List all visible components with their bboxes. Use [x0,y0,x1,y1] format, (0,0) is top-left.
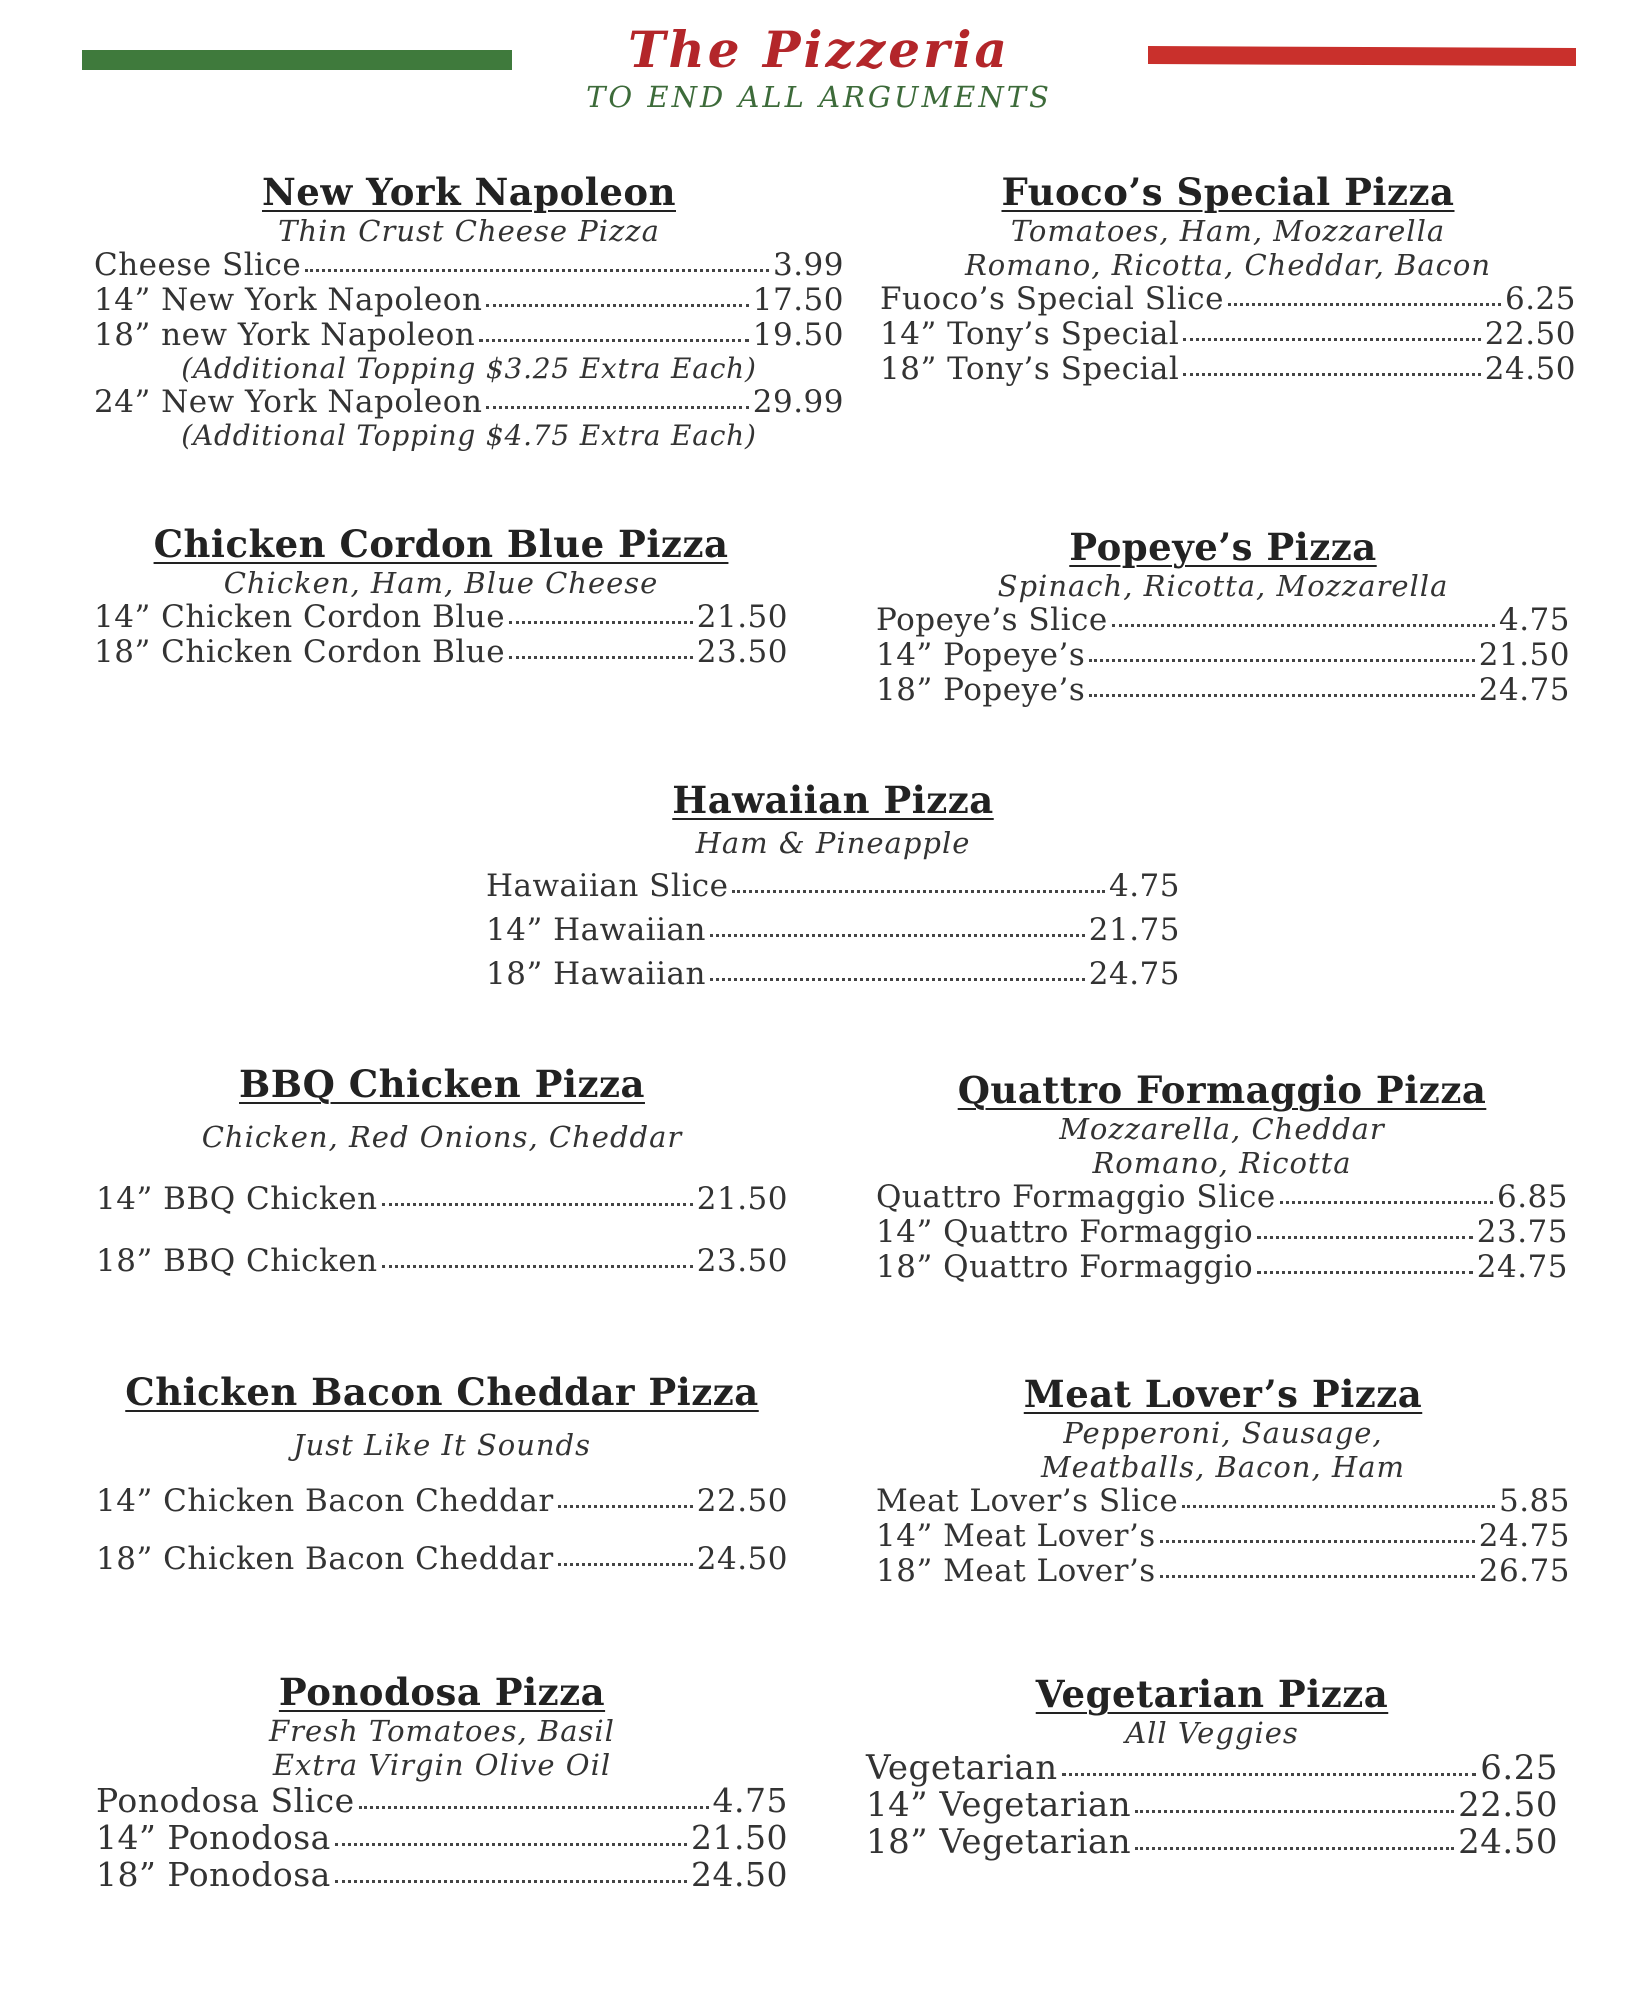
section-title: Vegetarian Pizza [1035,1672,1389,1716]
item-price: 21.50 [696,1181,788,1217]
menu-item [866,1787,1558,1824]
leader-dots [1182,1505,1495,1508]
leader-dots [710,978,1085,981]
leader-dots [335,1880,687,1883]
section-description: Extra Virgin Olive Oil [272,1748,612,1782]
leader-dots [479,339,749,342]
section-title: Hawaiian Pizza [672,778,994,822]
leader-dots [382,1203,693,1206]
item-price: 21.50 [1478,637,1570,673]
section-description: Just Like It Sounds [293,1428,591,1462]
item-price: 21.50 [696,599,788,635]
item-price: 26.75 [1478,1553,1570,1589]
leader-dots [1135,1810,1454,1813]
leader-dots [1280,1201,1493,1204]
section-description: Mozzarella, Cheddar [1059,1112,1385,1146]
menu-item [94,318,844,353]
menu-item [876,1484,1570,1519]
item-name: 18” Ponodosa [96,1855,331,1894]
item-price: 24.50 [691,1855,788,1894]
leader-dots [1089,694,1475,697]
item-price: 22.50 [1484,316,1576,352]
section-description: All Veggies [1125,1716,1299,1750]
item-name: 18” Chicken Bacon Cheddar [96,1541,554,1577]
item-price: 23.50 [696,634,788,670]
item-price: 3.99 [772,247,844,283]
section-chicken-bacon-cheddar [96,1370,788,1588]
leader-dots [335,1843,687,1846]
menu-item [96,1856,788,1893]
item-price: 21.75 [1088,912,1180,948]
item-price: 24.75 [1088,956,1180,992]
section-title: BBQ Chicken Pizza [239,1062,645,1106]
section-new-york-napoleon [94,170,844,452]
item-price: 17.50 [752,282,844,318]
leader-dots [1135,1847,1454,1850]
leader-dots [1257,1236,1473,1239]
item-name: 24” New York Napoleon [94,384,483,420]
item-name: 14” Tony’s Special [880,316,1180,352]
menu-item [96,1472,788,1530]
menu-item [876,673,1570,708]
menu-item [94,248,844,283]
item-name: Quattro Formaggio Slice [876,1179,1276,1215]
leader-dots [1183,373,1480,376]
leader-dots [1228,303,1501,306]
menu-item [94,635,788,670]
item-name: 14” Vegetarian [866,1785,1132,1825]
leader-dots [305,269,769,272]
item-name: 18” new York Napoleon [94,317,476,353]
menu-item [486,864,1180,908]
leader-dots [710,934,1085,937]
section-bbq-chicken [96,1062,788,1292]
item-name: 14” Hawaiian [486,912,706,948]
section-description: Chicken, Red Onions, Cheddar [201,1120,683,1154]
leader-dots [558,1563,693,1566]
section-title: New York Napoleon [261,170,676,214]
item-price: 23.50 [696,1243,788,1279]
item-name: 18” Hawaiian [486,956,706,992]
item-name: Meat Lover’s Slice [876,1483,1179,1519]
leader-dots [732,890,1105,893]
item-name: Vegetarian [866,1748,1058,1788]
menu-item [880,317,1576,352]
section-meat-lovers [876,1372,1570,1589]
menu-item [96,1230,788,1292]
menu-item [866,1750,1558,1787]
menu-item [880,282,1576,317]
leader-dots [1089,659,1475,662]
item-price: 24.75 [1478,672,1570,708]
leader-dots [486,304,748,307]
item-name: 18” Tony’s Special [880,351,1180,387]
menu-item [876,1180,1568,1215]
item-name: 18” Popeye’s [876,672,1086,708]
section-title: Popeye’s Pizza [1069,525,1377,569]
section-description: Meatballs, Bacon, Ham [1040,1450,1405,1484]
item-name: 14” BBQ Chicken [96,1181,378,1217]
menu-item [876,1519,1570,1554]
menu-item [96,1530,788,1588]
section-vegetarian [866,1672,1558,1861]
leader-dots [509,621,693,624]
item-name: Hawaiian Slice [486,868,729,904]
section-title: Meat Lover’s Pizza [1023,1372,1423,1416]
item-price: 21.50 [691,1818,788,1857]
item-name: 14” Chicken Bacon Cheddar [96,1483,554,1519]
item-name: 18” Vegetarian [866,1822,1132,1862]
item-name: 18” Quattro Formaggio [876,1249,1254,1285]
item-price: 6.85 [1496,1179,1568,1215]
menu-item [486,908,1180,952]
item-name: 18” BBQ Chicken [96,1243,378,1279]
menu-title: The Pizzeria [628,20,1010,79]
menu-item [94,385,844,420]
item-price: 24.50 [1458,1822,1558,1862]
menu-item [876,1554,1570,1589]
section-description: Spinach, Ricotta, Mozzarella [997,569,1449,603]
item-price: 24.75 [1476,1249,1568,1285]
section-title: Quattro Formaggio Pizza [957,1068,1487,1112]
section-description: Tomatoes, Ham, Mozzarella [1010,214,1446,248]
menu-item [876,603,1570,638]
item-price: 6.25 [1504,281,1576,317]
menu-item [876,1250,1568,1285]
menu-item [96,1168,788,1230]
section-description: Romano, Ricotta [1092,1146,1352,1180]
item-price: 4.75 [1108,868,1180,904]
menu-item [94,283,844,318]
section-chicken-cordon-blue [94,522,788,670]
leader-dots [1160,1575,1475,1578]
leader-dots [1112,624,1495,627]
section-hawaiian [486,778,1180,996]
item-price: 24.50 [1484,351,1576,387]
item-price: 6.25 [1480,1748,1558,1788]
leader-dots [509,656,693,659]
item-name: 14” Popeye’s [876,637,1086,673]
item-price: 24.75 [1478,1518,1570,1554]
item-name: Popeye’s Slice [876,602,1108,638]
menu-item [96,1782,788,1819]
item-name: 14” Chicken Cordon Blue [94,599,506,635]
item-name: 14” New York Napoleon [94,282,483,318]
item-name: 18” Meat Lover’s [876,1553,1156,1589]
section-title: Chicken Bacon Cheddar Pizza [125,1370,759,1414]
leader-dots [558,1505,693,1508]
section-fuocos-special [880,170,1576,387]
item-price: 23.75 [1476,1214,1568,1250]
item-price: 4.75 [712,1781,788,1820]
item-price: 4.75 [1498,602,1570,638]
section-description: Thin Crust Cheese Pizza [278,214,660,248]
section-title: Fuoco’s Special Pizza [1001,170,1455,214]
section-description: Fresh Tomatoes, Basil [269,1714,615,1748]
leader-dots [486,406,748,409]
leader-dots [359,1806,709,1809]
section-description: Pepperoni, Sausage, [1063,1416,1383,1450]
item-price: 22.50 [1458,1785,1558,1825]
menu-subtitle: TO END ALL ARGUMENTS [586,80,1052,114]
menu-header [0,0,1638,130]
section-description: Romano, Ricotta, Cheddar, Bacon [964,248,1492,282]
leader-dots [1062,1773,1477,1776]
menu-item [876,1215,1568,1250]
item-price: 19.50 [752,317,844,353]
item-price: 22.50 [696,1483,788,1519]
section-title: Ponodosa Pizza [278,1670,606,1714]
menu-item [96,1819,788,1856]
leader-dots [1183,338,1480,341]
item-name: 14” Meat Lover’s [876,1518,1156,1554]
leader-dots [1257,1271,1473,1274]
item-price: 29.99 [752,384,844,420]
item-name: Ponodosa Slice [96,1781,355,1820]
leader-dots [382,1265,693,1268]
menu-item [880,352,1576,387]
item-name: 14” Ponodosa [96,1818,331,1857]
section-title: Chicken Cordon Blue Pizza [153,522,729,566]
menu-item [486,952,1180,996]
menu-item [866,1824,1558,1861]
section-ponodosa [96,1670,788,1893]
menu-item [94,600,788,635]
menu-item [876,638,1570,673]
section-description: Chicken, Ham, Blue Cheese [223,566,659,600]
item-name: Cheese Slice [94,247,302,283]
item-price: 5.85 [1498,1483,1570,1519]
section-quattro-formaggio [876,1068,1568,1285]
topping-note: (Additional Topping $4.75 Extra Each) [181,419,757,452]
item-name: Fuoco’s Special Slice [880,281,1225,317]
section-description: Ham & Pineapple [695,826,971,860]
item-name: 14” Quattro Formaggio [876,1214,1254,1250]
item-name: 18” Chicken Cordon Blue [94,634,506,670]
leader-dots [1160,1540,1475,1543]
section-popeyes [876,525,1570,708]
item-price: 24.50 [696,1541,788,1577]
topping-note: (Additional Topping $3.25 Extra Each) [181,352,757,385]
